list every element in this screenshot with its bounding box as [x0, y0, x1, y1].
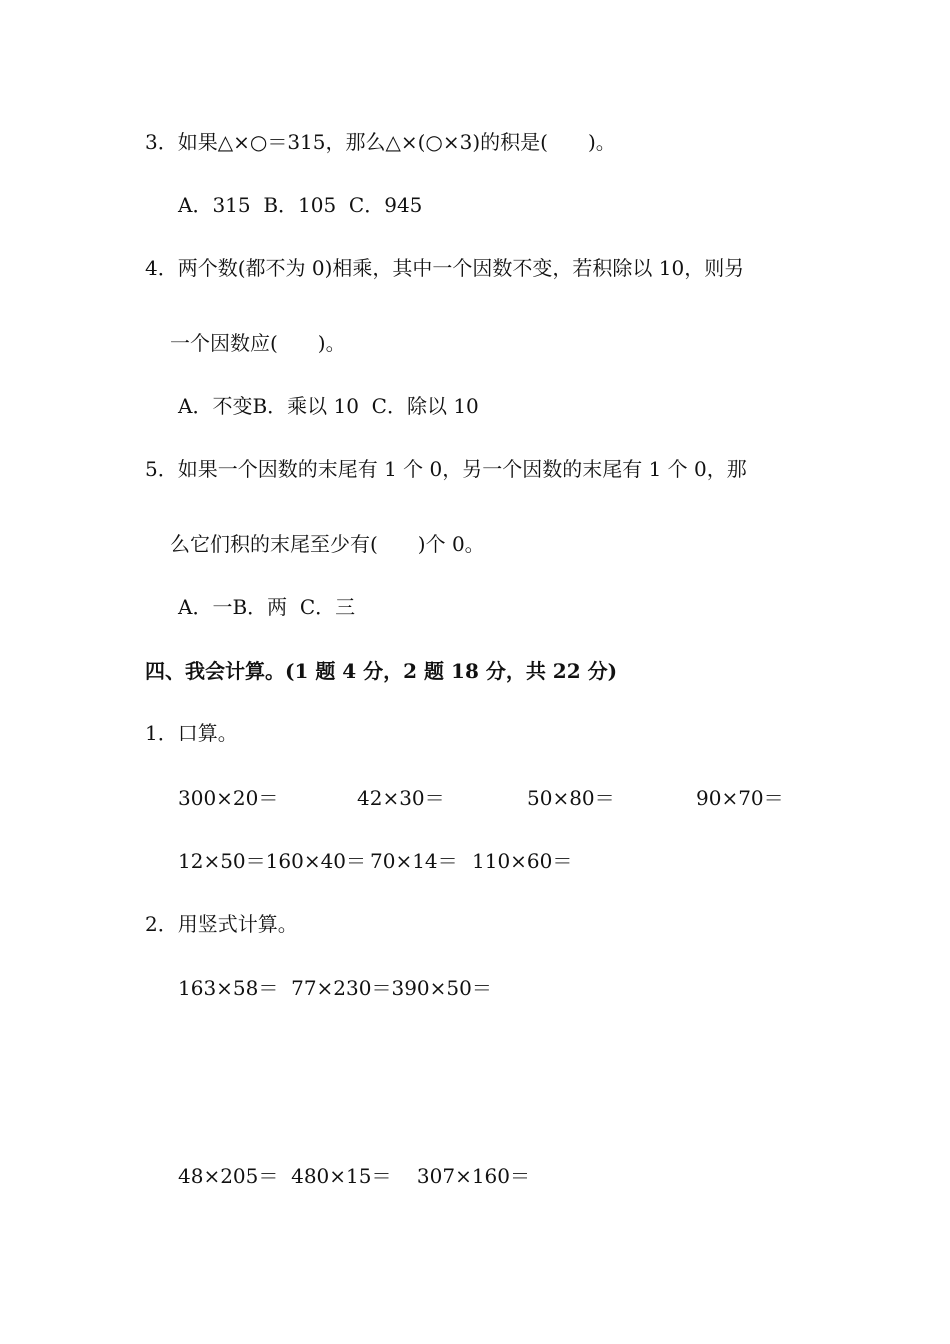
- question-4-options: A．不变B．乘以 10 C．除以 10: [178, 394, 479, 418]
- vertical-calc-row-1: 163×58＝ 77×230＝390×50＝: [178, 976, 492, 1000]
- section-4-heading: 四、我会计算。(1 题 4 分，2 题 18 分，共 22 分): [145, 659, 618, 683]
- question-4-text-line2: 一个因数应( )。: [170, 331, 346, 355]
- question-5-text-line1: 5．如果一个因数的末尾有 1 个 0，另一个因数的末尾有 1 个 0，那: [145, 457, 747, 481]
- mental-calc-row-1: [0, 786, 950, 810]
- vertical-calc-row-2: 48×205＝ 480×15＝ 307×160＝: [178, 1164, 531, 1188]
- mental-calc-item: 110×60＝: [472, 849, 573, 873]
- mental-calc-item: 90×70＝: [696, 786, 784, 810]
- question-3-options: A．315 B．105 C．945: [178, 193, 423, 217]
- mental-calc-item: 300×20＝: [178, 786, 279, 810]
- mental-calc-item: 42×30＝: [357, 786, 445, 810]
- mental-calc-item: 70×14＝: [370, 849, 458, 873]
- mental-calc-row-2: [0, 849, 950, 873]
- question-3-text: 3．如果△×○＝315，那么△×(○×3)的积是( )。: [145, 130, 616, 154]
- part-2-title: 2．用竖式计算。: [145, 912, 298, 936]
- mental-calc-item: 12×50＝160×40＝: [178, 849, 367, 873]
- mental-calc-item: 50×80＝: [527, 786, 615, 810]
- question-5-options: A．一B．两 C．三: [178, 595, 356, 619]
- question-4-text-line1: 4．两个数(都不为 0)相乘，其中一个因数不变，若积除以 10，则另: [145, 256, 745, 280]
- part-1-title: 1．口算。: [145, 721, 238, 745]
- question-5-text-line2: 么它们积的末尾至少有( )个 0。: [170, 532, 485, 556]
